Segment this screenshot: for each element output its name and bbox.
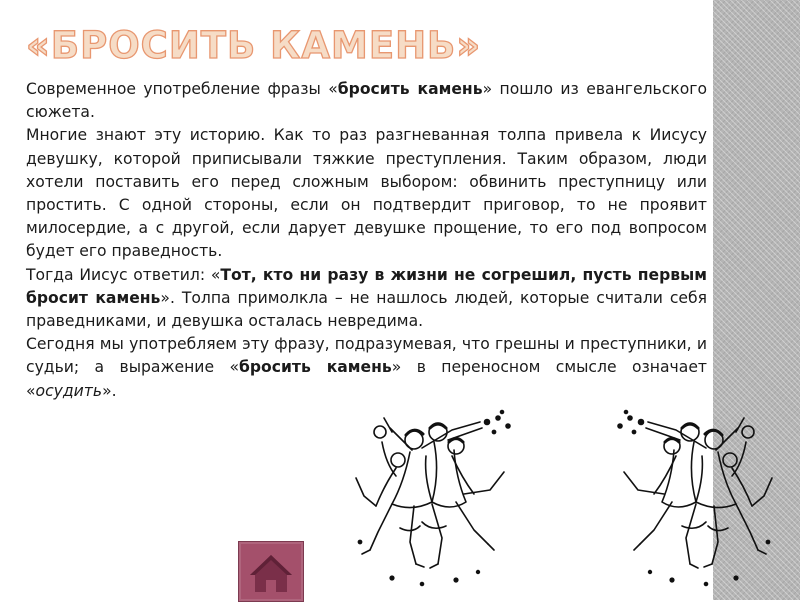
slide-body-text — [26, 78, 707, 403]
text-run: ». Толпа примолкла – не нашлось людей, которые считали себя праведниками, и девушка осталась невредима. — [26, 288, 707, 331]
paragraph-2 — [26, 124, 707, 263]
text-run: Многие знают эту историю. Как то раз разгневанная толпа привела к Иисусу девушку, которой приписывали тяжкие преступления. Таким образом, люди хотели поставить его перед сложным выбором: обвинить преступницу или простить. С одной стороны, если он подтвердит приговор, то не проявит милосердие, а с другой, если дарует девушке прощение, то его под вопросом будет его праведность. — [26, 126, 707, 261]
text-run-bold: бросить камень — [337, 80, 483, 98]
paragraph-3 — [26, 264, 707, 334]
text-run: Современное употребление фразы « — [26, 80, 338, 98]
paragraph-1 — [26, 78, 707, 124]
house-icon — [239, 542, 303, 601]
text-run-italic: осудить — [35, 381, 103, 400]
slide-title: «БРОСИТЬ КАМЕНЬ» — [26, 24, 482, 67]
text-run: » пошло из евангельского сюжета. — [26, 80, 707, 122]
text-run: Сегодня мы употребляем эту фразу, подразумевая, что грешны и преступники, и судьи; а выражение « — [26, 335, 707, 377]
paragraph-4 — [26, 333, 707, 403]
text-run-bold: Тот, кто ни разу в жизни не согрешил, пусть первым бросит камень — [26, 265, 707, 307]
text-run: ». — [102, 381, 117, 400]
stone-throwing-crowd-icon — [352, 402, 520, 592]
text-run-bold: бросить камень — [238, 358, 392, 377]
home-button[interactable] — [238, 541, 304, 602]
text-run: Тогда Иисус ответил: « — [26, 265, 221, 284]
stone-throwing-crowd-icon — [608, 402, 776, 592]
text-run: » в переносном смысле означает « — [26, 358, 708, 400]
